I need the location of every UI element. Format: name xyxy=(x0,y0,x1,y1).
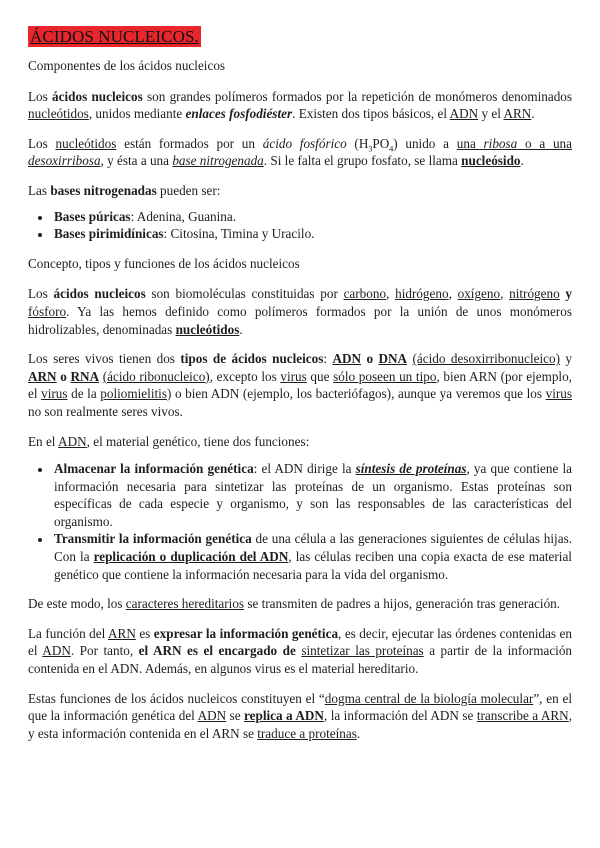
title-block xyxy=(28,26,572,47)
bases-list xyxy=(28,208,572,243)
paragraph-dna-functions-intro: En el ADN, el material genético, tiene dos funciones: xyxy=(28,433,310,449)
paragraph-intro: Los ácidos nucleicos son grandes polímeros formados por la repetición de monómeros denominados nucleótidos, unidos mediante enlaces fosfodiéster. Existen dos tipos básicos, el ADN y el ARN. xyxy=(28,88,573,122)
section-heading-components: Componentes de los ácidos nucleicos xyxy=(28,58,226,73)
paragraph-central-dogma: Estas funciones de los ácidos nucleicos constituyen el “dogma central de la biología molecular”, en el que la información genética del ADN se replica a ADN, la información del ADN se transcribe a ARN, y esta información contenida en el ARN se traduce a proteínas. xyxy=(28,690,572,741)
functions-list xyxy=(28,460,572,583)
paragraph-rna-function: La función del ARN es expresar la información genética, es decir, ejecutar las órdenes contenidas en el ADN. Por tanto, el ARN es el encargado de sintetizar las proteínas a partir de la información contenida en el ADN. Además, en algunos virus es el material hereditario. xyxy=(28,625,573,677)
paragraph-composition: Los ácidos nucleicos son biomoléculas constituidas por carbono, hidrógeno, oxígeno, nitrógeno y fósforo. Ya las hemos definido como polímeros formados por la unión de unos monómeros hidrolizables, denominadas nucleótidos. xyxy=(28,286,573,337)
page-title: ÁCIDOS NUCLEICOS. xyxy=(30,27,199,46)
list-item-store-info: • Almacenar la información genética: el ADN dirige la síntesis de proteínas, ya que contiene la información necesaria para sintetizar las proteínas de un organismo. Estas proteínas son específicas de cada especie y organismo, y son las responsables de las características del organismo. xyxy=(52,460,572,530)
list-item-purines: • Bases púricas: Adenina, Guanina. xyxy=(52,208,572,226)
paragraph-bases-intro: Las bases nitrogenadas pueden ser: xyxy=(28,182,221,198)
list-item-transmit-info: • Transmitir la información genética de una célula a las generaciones siguientes de células hijas. Con la replicación o duplicación del ADN, las células reciben una copia exacta de ese material genético que contiene la información necesaria para la vida del organismo. xyxy=(52,530,572,583)
paragraph-types: Los seres vivos tienen dos tipos de ácidos nucleicos: ADN o DNA (ácido desoxirribonucleico) y ARN o RNA (ácido ribonucleico), excepto los virus que sólo poseen un tipo, bien ARN (por ejemplo, el virus de la poliomielitis) o bien ADN (ejemplo, los bacteriófagos), aunque ya veremos que los virus no son realmente seres vivos. xyxy=(28,351,573,419)
section-heading-concept: Concepto, tipos y funciones de los ácidos nucleicos xyxy=(28,255,300,271)
paragraph-nucleotides: Los nucleótidos están formados por un ácido fosfórico $(H_3PO_4)$ unido a una ribosa o a una desoxirribosa, y ésta a una base nitrogenada. Si le falta el grupo fosfato, se llama nucleósido. xyxy=(28,135,572,169)
paragraph-hereditary: De este modo, los caracteres hereditarios se transmiten de padres a hijos, generación tras generación. xyxy=(28,596,561,612)
list-item-pyrimidines: • Bases pirimidínicas: Citosina, Timina y Uracilo. xyxy=(52,225,572,243)
